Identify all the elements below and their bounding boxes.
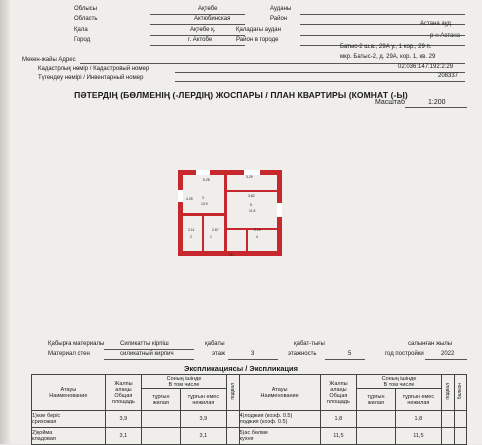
wall-value-ru: силикатный кирпич (120, 351, 174, 357)
cadastral-label: Кадастрлық нөмір / Кадастровый номер (38, 66, 150, 72)
row-living (357, 428, 396, 445)
row-name: 5)ас бөлме кухня (239, 428, 320, 445)
storeys-label-ru: этажность (288, 351, 317, 357)
plan-dim: 26 (229, 253, 233, 257)
cadastral-value: 02:036:147:192:2:29 (398, 64, 454, 70)
oblys-label-ru: Область (74, 16, 98, 22)
row-nonliving: 3,1 (180, 428, 226, 445)
col-header-incl-2: Соның ішінде В том числе (357, 375, 442, 389)
inventory-label: Түгендеу нөмірі / Инвентарный номер (38, 75, 144, 81)
plan-room-area: 11.5 (249, 209, 256, 213)
storeys-label-kz: қабат-тығы (294, 341, 325, 347)
row-nonliving: 1,8 (395, 411, 441, 428)
page-title: ПӘТЕРДІҢ (БӨЛМЕНІҢ (-ЛЕРДІҢ) ЖОСПАРЫ / ПЛАН КВАРТИРЫ (КОМНАТ (-Ы) (74, 90, 408, 100)
cityarea-value-kz: Астана ауд. (420, 21, 453, 27)
plan-walls (178, 170, 282, 256)
cityarea-label-ru: Район в городе (236, 37, 279, 43)
plan-dim: 4.25 (186, 197, 193, 201)
plan-room-number: 2 (190, 235, 192, 239)
floor-label-kz: қабаты (205, 341, 225, 347)
plan-room-area: 13.9 (201, 202, 208, 206)
explication-table (31, 374, 467, 445)
oblys-value-ru: Актюбинская (194, 16, 231, 22)
year-label-ru: год постройки (385, 351, 424, 357)
table-row (32, 428, 467, 445)
scale-value: 1:200 (428, 99, 446, 106)
plan-dim: 3.82 (248, 194, 255, 198)
cityarea-label-kz: Қаладағы аудан (236, 27, 281, 33)
wall-value-kz: Силикатты кірпіш (120, 341, 169, 347)
col-header-basement: подвал (229, 383, 236, 400)
scan-shadow (0, 0, 10, 444)
col-header-balcony: балкон (457, 383, 464, 400)
wall-label-ru: Материал стен (48, 351, 90, 357)
col-header-total-2: Жалпы алаңы Общая площадь (320, 375, 356, 411)
table-row (32, 411, 467, 428)
plan-dim: 2.11 (188, 228, 195, 232)
row-total: 11,5 (320, 428, 356, 445)
col-header-nonliving-2: тұрғын емес нежилая (395, 389, 441, 411)
address-kz: Батыс-2 ш.а., 29А у., 1 кор., 29 п. (340, 44, 432, 50)
col-header-basement-2: подвал (444, 383, 451, 400)
row-name: 4)лоджия (коэф. 0.5) лоджия (коэф. 0.5) (239, 411, 320, 428)
row-nonliving: 11,5 (395, 428, 441, 445)
plan-dim: 2.19 (254, 228, 261, 232)
city-value-ru: г. Актобе (188, 37, 213, 43)
row-total: 3,1 (105, 428, 141, 445)
cityarea-value-ru: р-н Астана (430, 33, 460, 39)
row-total: 3,9 (105, 411, 141, 428)
floor-label-ru: этаж (212, 351, 225, 357)
row-living (357, 411, 396, 428)
col-header-living: тұрғын жилая (142, 389, 181, 411)
plan-room-number: 1 (210, 235, 212, 239)
row-living (142, 411, 181, 428)
row-total: 1,8 (320, 411, 356, 428)
city-label-kz: Қала (74, 27, 88, 33)
row-nonliving: 3,9 (180, 411, 226, 428)
storeys-value: 5 (348, 351, 352, 357)
audan-label-ru: Район (270, 16, 288, 22)
plan-dim: 5.28 (203, 178, 210, 182)
year-label-kz: салынған жылы (408, 341, 453, 347)
plan-room-number: 5 (250, 203, 252, 207)
address-label: Мекен-жайы Адрес (22, 57, 76, 63)
row-name: 2)қойма кладовая (32, 428, 106, 445)
scale-label: Масштаб (375, 99, 405, 106)
plan-room-number: 4 (256, 235, 258, 239)
col-header-total: Жалпы алаңы Общая площадь (105, 375, 141, 411)
col-header-nonliving: тұрғын емес нежилая (180, 389, 226, 411)
col-header-living-2: тұрғын жилая (357, 389, 396, 411)
explication-title: Экспликациясы / Экспликация (183, 364, 298, 373)
plan-dim: 3.29 (246, 175, 253, 179)
wall-label-kz: Қабырға материалы (48, 341, 105, 347)
row-name: 1)өзе беріс срихожая (32, 411, 106, 428)
plan-room-number: 3 (202, 196, 204, 200)
inventory-value: 208337 (438, 73, 459, 79)
floor-plan (176, 168, 284, 258)
col-header-name: Атауы Наименование (32, 375, 106, 411)
plan-dim: 2.67 (212, 228, 219, 232)
city-value-kz: Ақтөбе қ. (190, 27, 216, 33)
row-living (142, 428, 181, 445)
col-header-incl: Соның ішінде В том числе (142, 375, 227, 389)
floor-value: 3 (251, 351, 255, 357)
address-ru: мкр. Батыс-2, д. 29А, кор. 1, кв. 29 (340, 54, 436, 60)
year-value: 2022 (441, 351, 455, 357)
audan-label-kz: Ауданы (270, 6, 292, 12)
city-label-ru: Город (74, 37, 91, 43)
oblys-value-kz: Ақтөбе (198, 6, 218, 12)
plan-windows (178, 170, 282, 217)
oblys-label-kz: Облысы (74, 6, 97, 12)
col-header-name-2: Атауы Наименование (239, 375, 320, 411)
